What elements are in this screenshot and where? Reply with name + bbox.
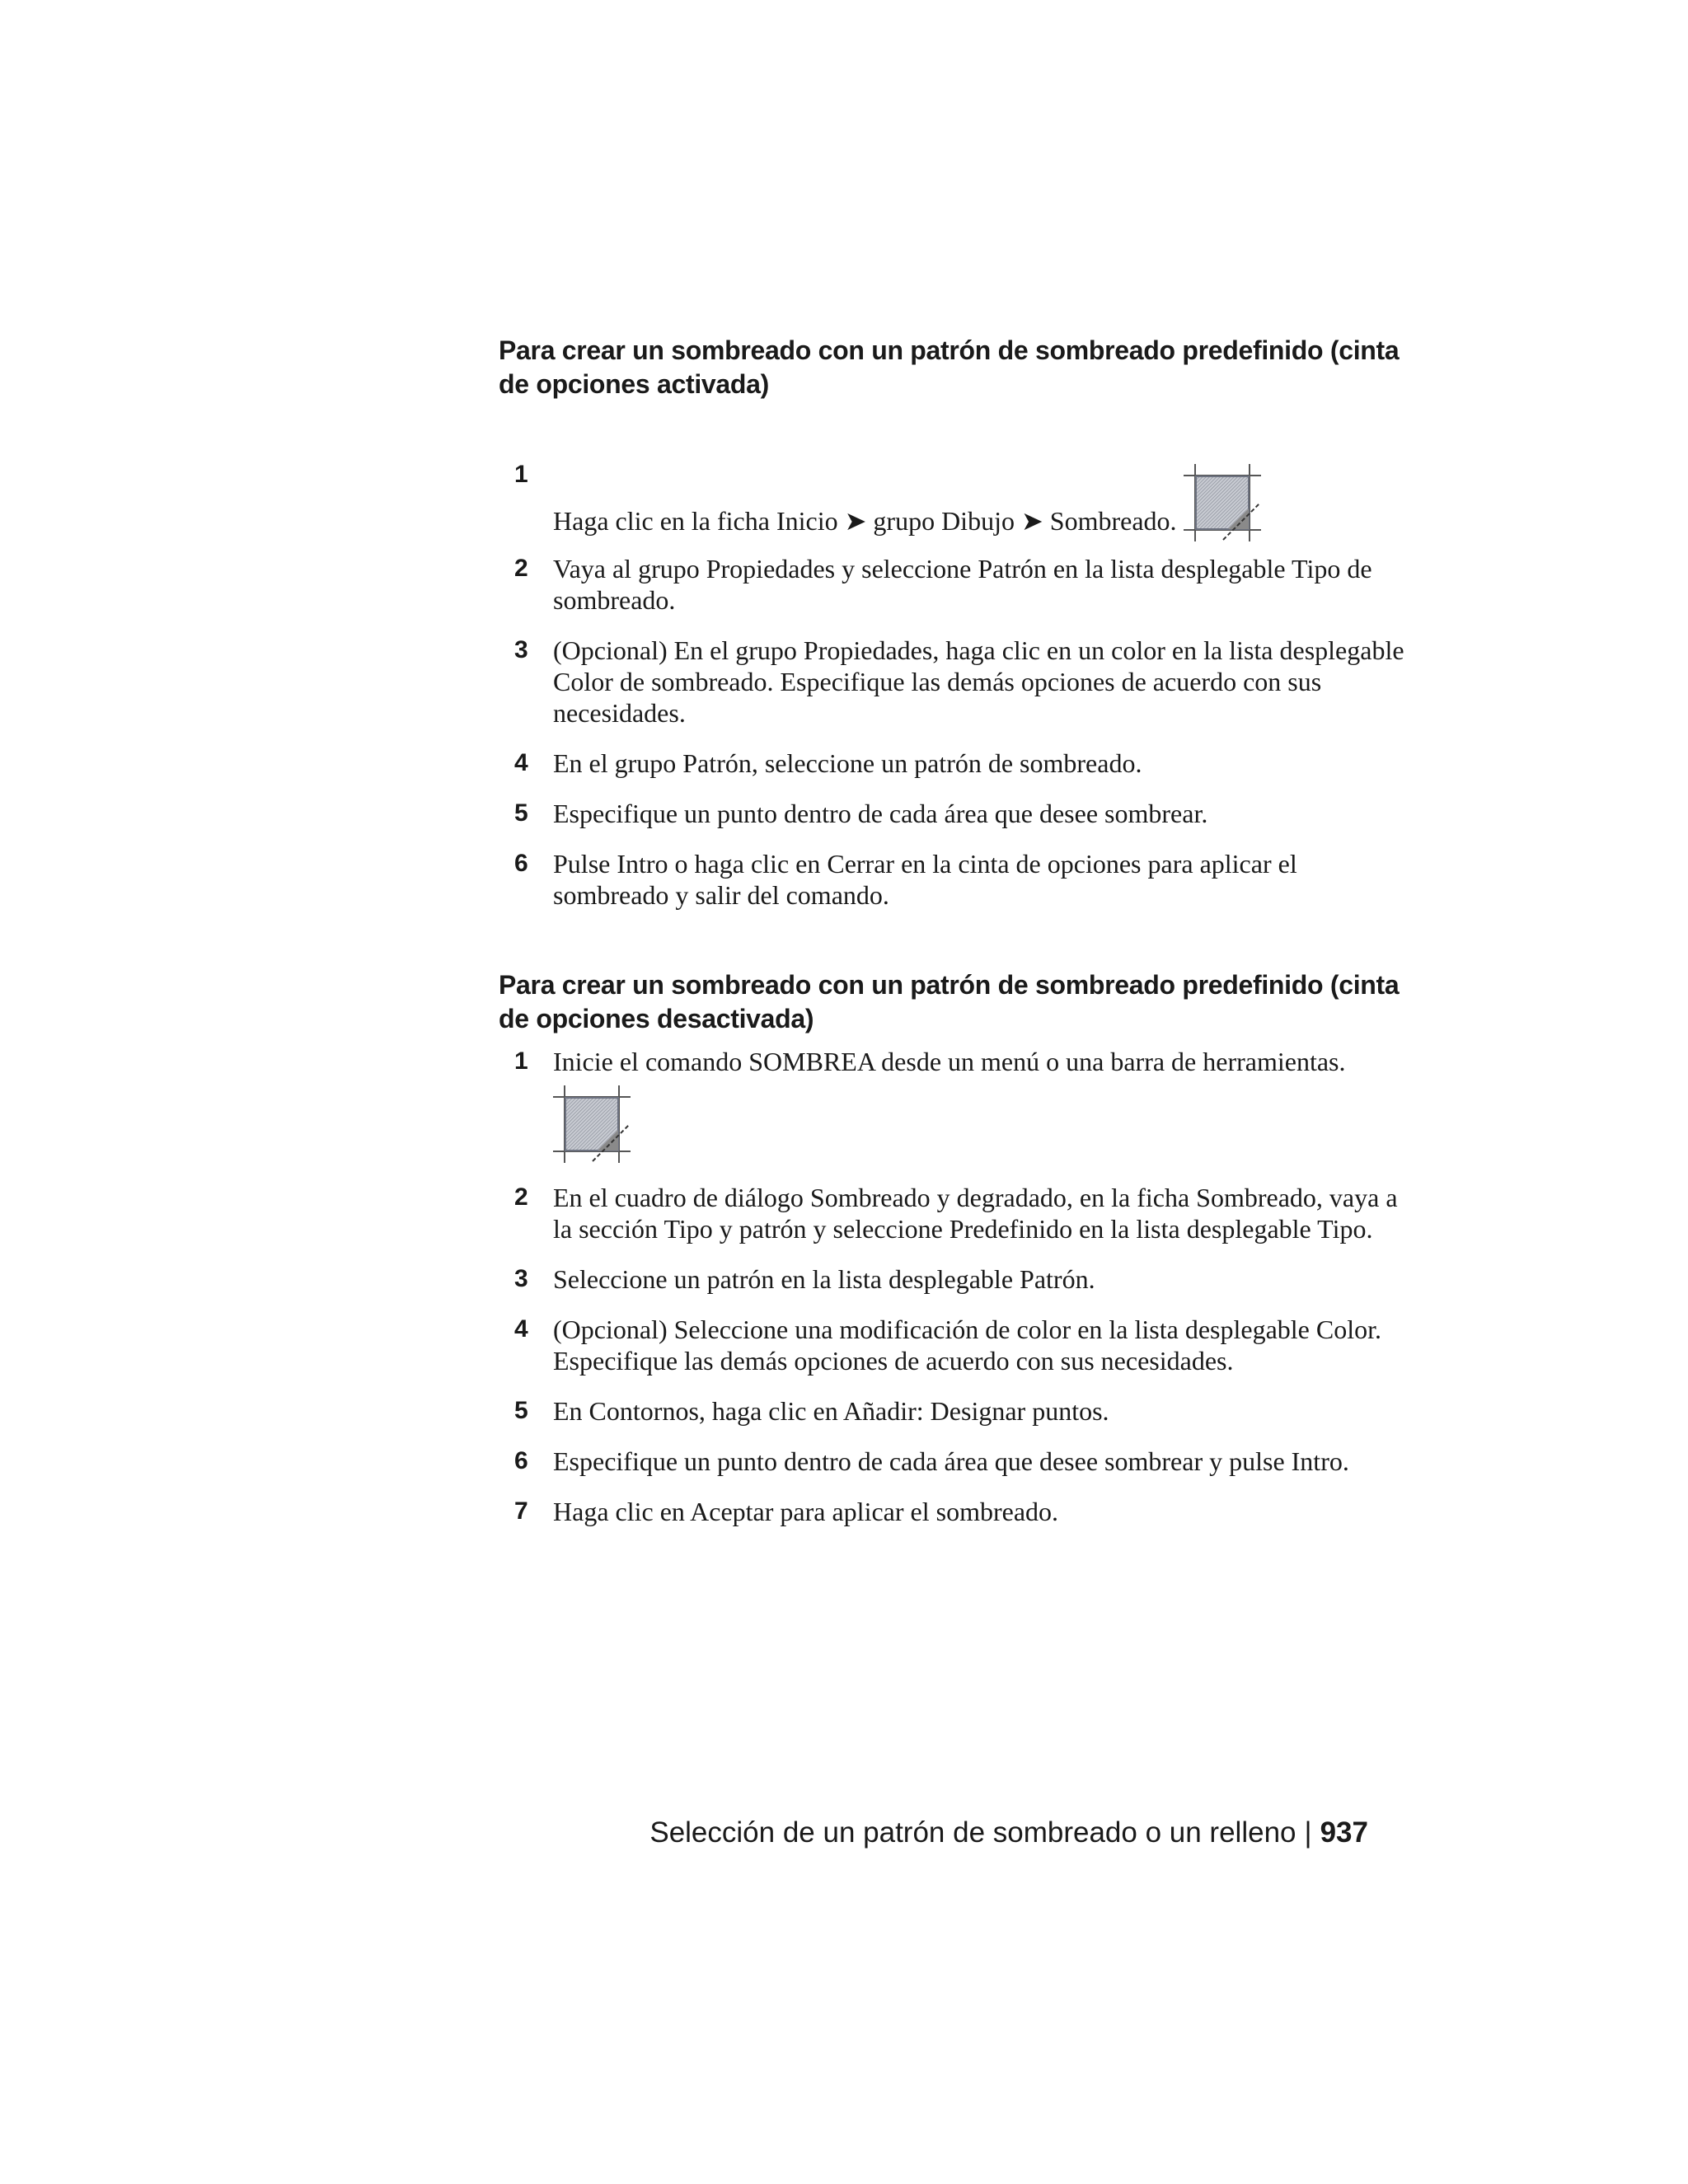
- step-number: 4: [514, 1315, 528, 1343]
- step-text: Haga clic en Aceptar para aplicar el sombreado.: [553, 1497, 1059, 1526]
- step-number: 7: [514, 1497, 528, 1525]
- step-number: 6: [514, 1447, 528, 1474]
- page-footer: [649, 1815, 1368, 1851]
- step-item: [499, 1395, 1405, 1427]
- step-item: [499, 635, 1405, 729]
- hatch-icon: [1184, 464, 1261, 541]
- step-number: 3: [514, 1265, 528, 1292]
- step-text: Haga clic en la ficha Inicio ➤ grupo Dibujo ➤ Sombreado.: [553, 506, 1177, 536]
- step-text: Especifique un punto dentro de cada área que desee sombrear y pulse Intro.: [553, 1446, 1349, 1476]
- footer-separator: |: [1304, 1816, 1312, 1849]
- section-heading: Para crear un sombreado con un patrón de sombreado predefinido (cinta de opciones activada): [499, 335, 1400, 399]
- step-item: [499, 553, 1405, 616]
- steps-list: [499, 459, 1405, 911]
- steps-list: [499, 1046, 1405, 1527]
- step-item: [499, 1446, 1405, 1477]
- section-ribbon-on: [499, 334, 1405, 911]
- step-number: 4: [514, 749, 528, 776]
- step-text: En el cuadro de diálogo Sombreado y degradado, en la ficha Sombreado, vaya a la sección Tipo y patrón y seleccione Predefinido en la lista desplegable Tipo.: [553, 1183, 1398, 1244]
- step-item: [499, 1496, 1405, 1527]
- step-text: En Contornos, haga clic en Añadir: Designar puntos.: [553, 1396, 1109, 1426]
- step-item: [499, 798, 1405, 829]
- step-number: 5: [514, 1397, 528, 1424]
- step-text: Pulse Intro o haga clic en Cerrar en la cinta de opciones para aplicar el sombreado y salir del comando.: [553, 849, 1297, 910]
- section-ribbon-off: [499, 968, 1405, 1527]
- step-number: 3: [514, 636, 528, 663]
- footer-title: Selección de un patrón de sombreado o un relleno: [649, 1816, 1296, 1849]
- step-number: 1: [514, 1047, 528, 1075]
- step-number: 2: [514, 1183, 528, 1211]
- step-number: 5: [514, 799, 528, 827]
- step-number: 6: [514, 850, 528, 877]
- step-text: (Opcional) En el grupo Propiedades, haga clic en un color en la lista desplegable Color de sombreado. Especifique las demás opciones de acuerdo con sus necesidades.: [553, 635, 1404, 728]
- step-item: [499, 748, 1405, 779]
- step-item: [499, 1046, 1405, 1163]
- step-item: [499, 459, 1405, 537]
- step-item: [499, 1314, 1405, 1376]
- step-text: Especifique un punto dentro de cada área que desee sombrear.: [553, 799, 1208, 828]
- step-number: 2: [514, 555, 528, 582]
- page-number: 937: [1320, 1816, 1368, 1849]
- step-item: [499, 1182, 1405, 1244]
- hatch-icon: [553, 1085, 631, 1163]
- step-item: [499, 848, 1405, 911]
- step-number: 1: [514, 461, 528, 488]
- step-text: Inicie el comando SOMBREA desde un menú o una barra de herramientas.: [553, 1047, 1346, 1076]
- page-content: [499, 334, 1405, 1546]
- step-text: Vaya al grupo Propiedades y seleccione Patrón en la lista desplegable Tipo de sombreado.: [553, 554, 1372, 615]
- step-text: En el grupo Patrón, seleccione un patrón de sombreado.: [553, 748, 1142, 778]
- step-text: (Opcional) Seleccione una modificación de color en la lista desplegable Color. Especifique las demás opciones de acuerdo con sus necesidades.: [553, 1315, 1381, 1376]
- step-item: [499, 1263, 1405, 1295]
- section-heading: Para crear un sombreado con un patrón de sombreado predefinido (cinta de opciones desactivada): [499, 970, 1400, 1033]
- step-text: Seleccione un patrón en la lista desplegable Patrón.: [553, 1264, 1095, 1294]
